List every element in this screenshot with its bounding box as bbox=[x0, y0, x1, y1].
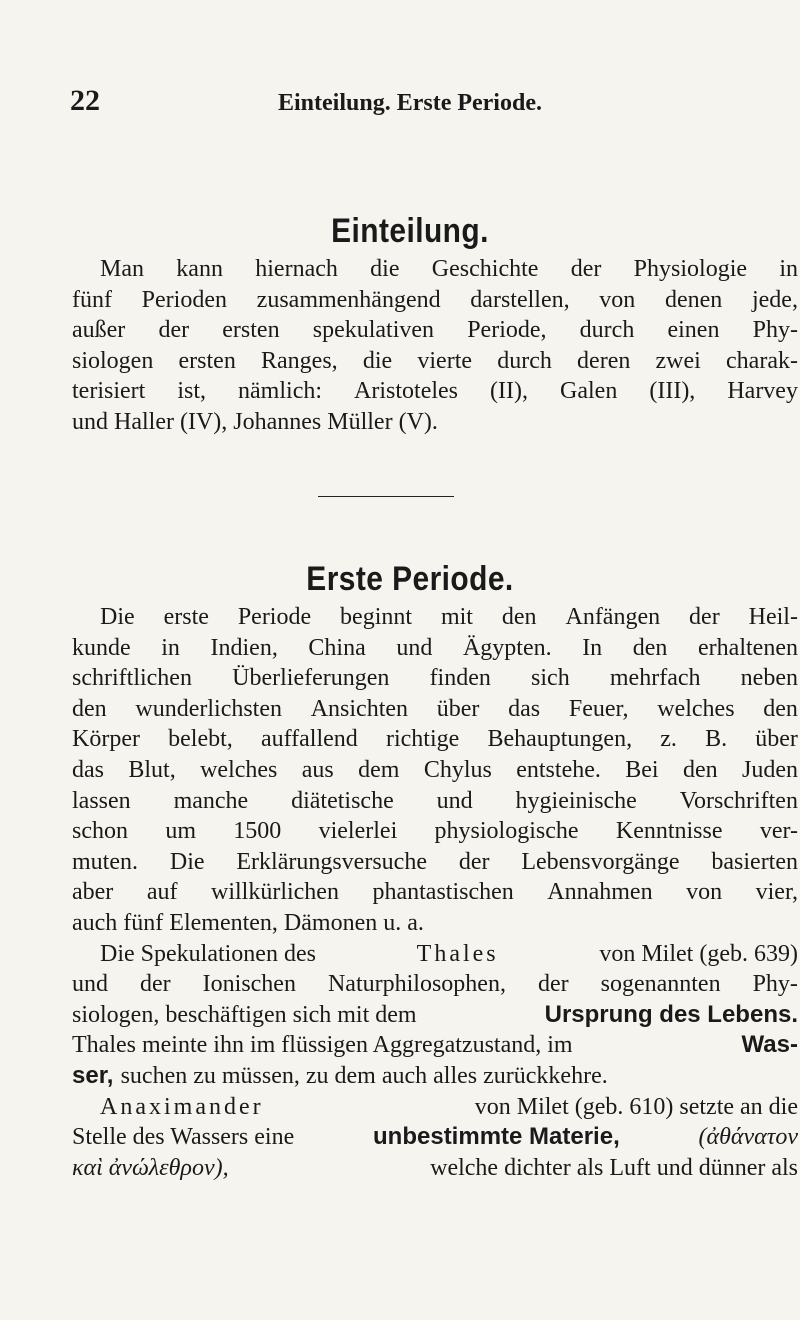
running-title: Einteilung. Erste Periode. bbox=[278, 90, 542, 116]
word: von bbox=[599, 286, 636, 313]
word: den bbox=[682, 756, 718, 783]
section-title-erste-periode: Erste Periode. bbox=[306, 560, 514, 598]
word: phantastischen bbox=[372, 879, 514, 906]
word: jede, bbox=[751, 286, 798, 313]
word: Blut, bbox=[128, 756, 176, 783]
word: hiernach bbox=[255, 256, 338, 282]
word: deren bbox=[577, 347, 631, 374]
word: Lebensvorgänge bbox=[521, 848, 680, 875]
text-line bbox=[72, 816, 798, 847]
word: zwei bbox=[655, 347, 701, 374]
word: richtige bbox=[385, 726, 460, 753]
word: B. bbox=[705, 726, 728, 753]
word: mit bbox=[440, 604, 473, 630]
text-segment: siologen, beschäftigen sich mit dem bbox=[72, 1001, 417, 1028]
text-line bbox=[72, 755, 798, 786]
text-line bbox=[72, 663, 798, 694]
word: durch bbox=[497, 347, 552, 374]
text-line bbox=[72, 1030, 798, 1061]
word: kann bbox=[176, 256, 223, 282]
text-segment: von Milet (geb. 639) bbox=[599, 940, 798, 967]
word: Phy- bbox=[752, 971, 798, 998]
text-line: auch fünf Elementen, Dämonen u. a. bbox=[72, 909, 424, 936]
word: aus bbox=[301, 756, 334, 783]
word: Geschichte bbox=[431, 256, 539, 282]
word: in bbox=[161, 634, 180, 661]
word: um bbox=[165, 818, 196, 845]
word: aber bbox=[72, 879, 114, 906]
word: und bbox=[72, 971, 108, 998]
text-line bbox=[72, 1061, 798, 1092]
text-line bbox=[72, 877, 798, 908]
text-line bbox=[72, 1092, 798, 1123]
word: manche bbox=[173, 787, 249, 814]
word: das bbox=[508, 695, 541, 722]
word: außer bbox=[72, 317, 126, 344]
word: ist, bbox=[177, 378, 207, 405]
word: und bbox=[436, 787, 473, 814]
text-line bbox=[72, 1153, 798, 1184]
word: Periode, bbox=[467, 317, 547, 344]
text-line bbox=[72, 315, 798, 346]
word: (II), bbox=[490, 378, 528, 405]
word: Behauptungen, bbox=[487, 726, 633, 753]
word: diätetische bbox=[291, 787, 394, 814]
word: Anfängen bbox=[565, 604, 661, 630]
word: muten. bbox=[72, 848, 138, 875]
word: Phy- bbox=[752, 317, 798, 344]
word: In bbox=[582, 634, 603, 661]
word: Feuer, bbox=[568, 695, 629, 722]
word: Ansichten bbox=[310, 695, 409, 722]
word: kunde bbox=[72, 634, 131, 661]
text-segment: Thales meinte ihn im flüssigen Aggregatzustand, im bbox=[72, 1032, 573, 1059]
text-line bbox=[72, 633, 798, 664]
word: Juden bbox=[741, 756, 798, 783]
word: über bbox=[755, 726, 798, 753]
word: den bbox=[763, 695, 798, 722]
word: Ägypten. bbox=[462, 634, 552, 661]
word: neben bbox=[740, 665, 798, 692]
word: Vorschriften bbox=[679, 787, 798, 814]
text-line bbox=[72, 694, 798, 725]
word: terisiert bbox=[72, 378, 146, 405]
text-line bbox=[72, 1000, 798, 1031]
word: das bbox=[72, 756, 104, 783]
word: willkürlichen bbox=[210, 879, 339, 906]
word: den bbox=[72, 695, 107, 722]
paragraph-erste-periode bbox=[72, 602, 798, 1183]
text-line bbox=[72, 376, 798, 407]
word: ver- bbox=[759, 818, 798, 845]
word: vier, bbox=[755, 879, 798, 906]
word: erhaltenen bbox=[698, 634, 798, 661]
text-segment: von Milet (geb. 610) setzte an die bbox=[474, 1093, 798, 1120]
word: Galen bbox=[560, 378, 618, 405]
word: Naturphilosophen, bbox=[327, 971, 506, 998]
word: der bbox=[140, 971, 171, 998]
word: (III), bbox=[649, 378, 696, 405]
word: charak- bbox=[726, 347, 798, 374]
person-name-thales: Thales bbox=[416, 940, 499, 967]
word: Aristoteles bbox=[354, 378, 459, 405]
word: darstellen, bbox=[470, 286, 570, 313]
emphasis-wasser-end: ser, bbox=[72, 1061, 114, 1089]
word: finden bbox=[429, 665, 491, 692]
text-line bbox=[72, 847, 798, 878]
text-line bbox=[72, 939, 798, 970]
word: Indien, bbox=[210, 634, 278, 661]
word: vierte bbox=[417, 347, 473, 374]
text-segment: suchen zu müssen, zu dem auch alles zurückkehre. bbox=[120, 1062, 608, 1089]
word: beginnt bbox=[340, 604, 413, 630]
word: belebt, bbox=[168, 726, 233, 753]
word: welches bbox=[200, 756, 278, 783]
word: durch bbox=[579, 317, 635, 344]
word: Man bbox=[100, 256, 144, 282]
word: physiologische bbox=[434, 818, 579, 845]
word: hygieinische bbox=[515, 787, 637, 814]
emphasis-wasser: Was- bbox=[741, 1031, 798, 1059]
word: Heil- bbox=[748, 604, 798, 630]
word: welches bbox=[657, 695, 735, 722]
word: mehrfach bbox=[609, 665, 701, 692]
word: Körper bbox=[72, 726, 140, 753]
word: siologen bbox=[72, 347, 154, 374]
word: Annahmen bbox=[547, 879, 653, 906]
word: Harvey bbox=[727, 378, 798, 405]
word: Die bbox=[169, 848, 205, 875]
text-line bbox=[72, 285, 798, 316]
word: auffallend bbox=[260, 726, 358, 753]
word: einen bbox=[667, 317, 720, 344]
word: der bbox=[570, 256, 602, 282]
word: von bbox=[686, 879, 723, 906]
word: Chylus bbox=[423, 756, 492, 783]
word: sich bbox=[531, 665, 570, 692]
section-divider bbox=[318, 496, 454, 497]
text-line bbox=[72, 346, 798, 377]
word: vielerlei bbox=[318, 818, 398, 845]
word: denen bbox=[664, 286, 723, 313]
word: zusammenhängend bbox=[256, 286, 441, 313]
word: nämlich: bbox=[238, 378, 323, 405]
text-line: und Haller (IV), Johannes Müller (V). bbox=[72, 408, 438, 435]
text-line bbox=[72, 724, 798, 755]
word: Periode bbox=[237, 604, 312, 630]
word: fünf bbox=[72, 286, 112, 313]
word: und bbox=[396, 634, 433, 661]
word: lassen bbox=[72, 787, 131, 814]
word: erste bbox=[163, 604, 209, 630]
text-segment: Die Spekulationen des bbox=[100, 940, 316, 967]
running-head bbox=[0, 84, 800, 124]
word: Überlieferungen bbox=[232, 665, 390, 692]
word: den bbox=[501, 604, 537, 630]
word: schriftlichen bbox=[72, 665, 192, 692]
emphasis-ursprung-des-lebens: Ursprung des Lebens. bbox=[544, 1000, 798, 1028]
word: in bbox=[779, 256, 798, 282]
word: z. bbox=[660, 726, 677, 753]
word: ersten bbox=[222, 317, 280, 344]
word: entstehe. bbox=[516, 756, 601, 783]
word: Erklärungsversuche bbox=[236, 848, 427, 875]
word: Ranges, bbox=[261, 347, 338, 374]
text-line bbox=[72, 602, 798, 633]
word: Bei bbox=[625, 756, 659, 783]
text-line bbox=[72, 254, 798, 285]
word: der bbox=[537, 971, 569, 998]
word: die bbox=[370, 256, 400, 282]
greek-term: καὶ ἀνώλεθρον), bbox=[72, 1154, 229, 1181]
text-line bbox=[72, 1122, 798, 1153]
word: Die bbox=[100, 604, 135, 630]
word: spekulativen bbox=[312, 317, 435, 344]
word: basierten bbox=[711, 848, 798, 875]
word: Ionischen bbox=[202, 971, 296, 998]
word: der bbox=[689, 604, 720, 630]
word: den bbox=[632, 634, 668, 661]
word: die bbox=[362, 347, 393, 374]
word: 1500 bbox=[233, 818, 282, 845]
word: Perioden bbox=[141, 286, 227, 313]
word: Kenntnisse bbox=[615, 818, 723, 845]
word: China bbox=[308, 634, 366, 661]
text-line bbox=[72, 969, 798, 1000]
word: sogenannten bbox=[600, 971, 721, 998]
word: der bbox=[158, 317, 190, 344]
text-line bbox=[72, 786, 798, 817]
section-title-einteilung: Einteilung. bbox=[331, 212, 489, 250]
word: Physiologie bbox=[633, 256, 748, 282]
text-segment: Stelle des Wassers eine bbox=[72, 1124, 295, 1151]
page-number: 22 bbox=[70, 84, 100, 117]
word: dem bbox=[358, 756, 400, 783]
paragraph-einteilung bbox=[72, 254, 798, 438]
word: über bbox=[436, 695, 480, 722]
person-name-anaximander: Anaximander bbox=[100, 1093, 264, 1120]
word: auf bbox=[146, 879, 178, 906]
word: schon bbox=[72, 818, 128, 845]
emphasis-unbestimmte-materie: unbestimmte Materie, bbox=[373, 1123, 620, 1151]
text-segment: welche dichter als Luft und dünner als bbox=[430, 1154, 798, 1181]
greek-term: (ἀθάνατον bbox=[698, 1124, 798, 1151]
word: ersten bbox=[178, 347, 236, 374]
word: der bbox=[458, 848, 490, 875]
word: wunderlichsten bbox=[135, 695, 282, 722]
